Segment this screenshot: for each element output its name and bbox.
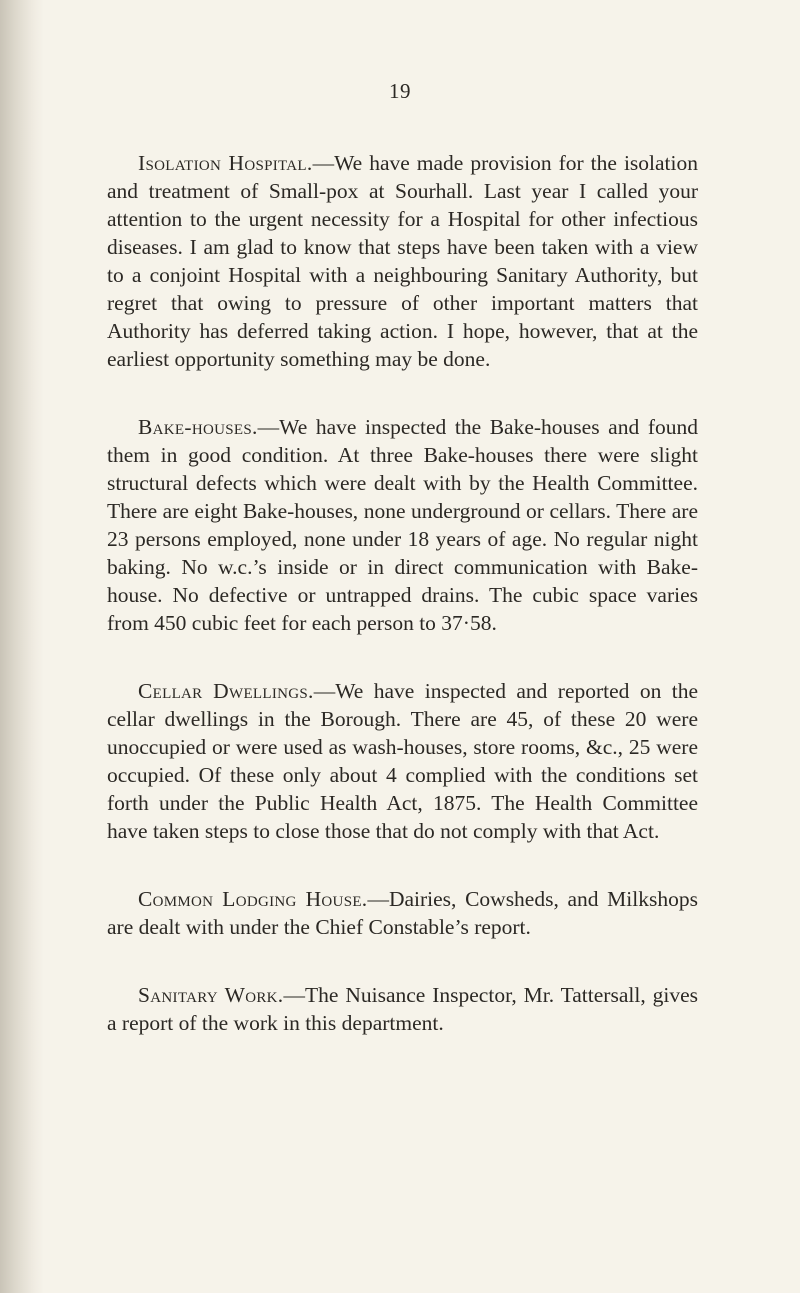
- paragraph-heading: Bake-houses.: [138, 415, 258, 439]
- paragraph-common-lodging-house: [107, 885, 698, 941]
- paragraph-isolation-hospital: [107, 149, 698, 373]
- paragraph-text: —We have inspected and reported on the cellar dwellings in the Borough. There are 45, of these 20 were unoccupied or were used as wash-houses, store rooms, &c., 25 were occupied. Of these only about 4 complied with the conditions set forth under the Public Health Act, 1875. The Health Committee have taken steps to close those that do not comply with that Act.: [107, 679, 698, 843]
- paragraph-text: —The Nuisance Inspector, Mr. Tattersall, gives a report of the work in this department.: [107, 983, 698, 1035]
- paragraph-text: —We have inspected the Bake-houses and found them in good condition. At three Bake-houses there were slight structural defects which were dealt with by the Health Committee. There are eight Bake-houses, none underground or cellars. There are 23 persons employed, none under 18 years of age. No regular night baking. No w.c.’s inside or in direct communication with Bake-house. No defective or untrapped drains. The cubic space varies from 450 cubic feet for each person to 37·58.: [107, 415, 698, 635]
- paragraph-cellar-dwellings: [107, 677, 698, 845]
- paragraph-heading: Sanitary Work.: [138, 983, 284, 1007]
- paragraph-text: —Dairies, Cowsheds, and Milkshops are dealt with under the Chief Constable’s report.: [107, 887, 698, 939]
- paragraph-text: —We have made provision for the isolation and treatment of Small-pox at Sourhall. Last year I called your attention to the urgent necessity for a Hospital for other infectious diseases. I am glad to know that steps have been taken with a view to a conjoint Hospital with a neighbouring Sanitary Authority, but regret that owing to pressure of other important matters that Authority has deferred taking action. I hope, however, that at the earliest opportunity something may be done.: [107, 151, 699, 371]
- paragraph-heading: Common Lodging House.: [138, 887, 368, 911]
- paragraph-heading: Cellar Dwellings.: [138, 679, 314, 703]
- page-number: 19: [389, 79, 411, 103]
- paragraph-heading: Isolation Hospital.: [138, 151, 313, 175]
- paragraph-sanitary-work: [107, 981, 698, 1037]
- paragraph-bake-houses: [107, 413, 698, 637]
- body-text: [107, 149, 698, 1077]
